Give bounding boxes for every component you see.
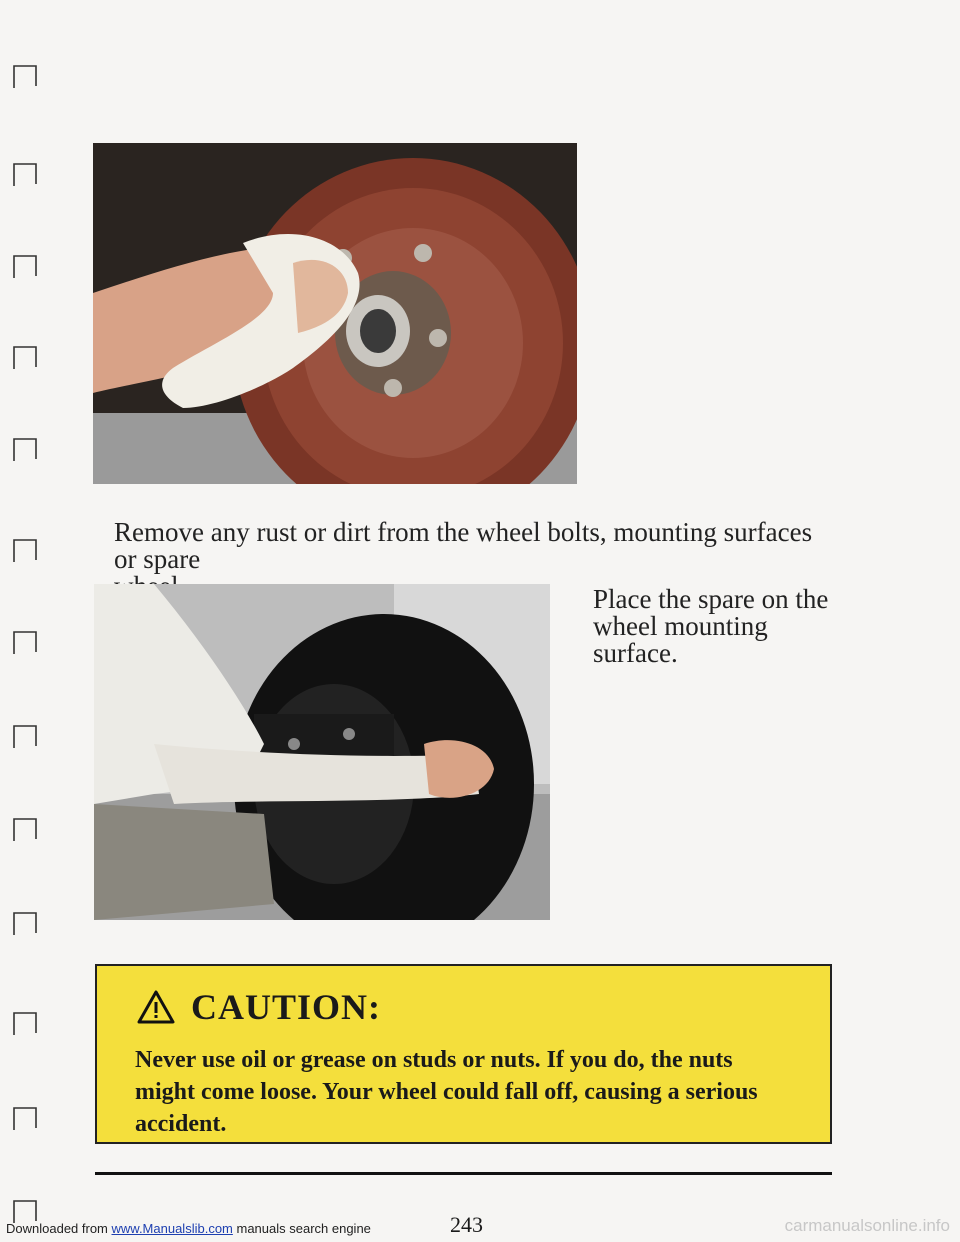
binder-hole-mark [10, 628, 40, 656]
instruction-line-3: surface. [593, 638, 678, 668]
spare-placement-illustration [94, 584, 550, 920]
caution-message [135, 1044, 815, 1140]
binder-hole-mark [10, 1104, 40, 1132]
binder-hole-mark [10, 435, 40, 463]
watermark: carmanualsonline.info [784, 1216, 950, 1235]
caution-line-1: Never use oil or grease on studs or nuts. If you do, the nuts [135, 1047, 733, 1073]
spare-placement-instruction [593, 586, 853, 667]
page-number: 243 [450, 1212, 483, 1237]
binder-hole-mark [10, 722, 40, 750]
binder-hole-mark [10, 343, 40, 371]
caution-box [95, 964, 832, 1144]
binder-hole-mark [10, 252, 40, 280]
footer-prefix: Downloaded from [6, 1221, 112, 1236]
instruction-line-1: Place the spare on the [593, 584, 829, 614]
caution-line-3: accident. [135, 1111, 227, 1137]
caution-line-2: might come loose. Your wheel could fall off, causing a serious [135, 1079, 758, 1105]
binder-hole-mark [10, 536, 40, 564]
hub-cleaning-illustration [93, 143, 577, 484]
binder-hole-mark [10, 909, 40, 937]
manualslib-link[interactable]: www.Manualslib.com [111, 1221, 233, 1236]
instruction-line-2: wheel mounting [593, 611, 768, 641]
download-footer [6, 1221, 371, 1236]
instruction-line-1: Remove any rust or dirt from the wheel bolts, mounting surfaces or spare [114, 517, 813, 574]
binder-hole-mark [10, 815, 40, 843]
caution-header [137, 986, 381, 1028]
warning-triangle-icon [137, 990, 175, 1024]
binder-hole-mark [10, 160, 40, 188]
binder-hole-mark [10, 1009, 40, 1037]
footer-rule [95, 1172, 832, 1175]
binder-hole-mark [10, 62, 40, 90]
hub-cleaning-photo [93, 143, 577, 484]
caution-title: CAUTION: [191, 987, 382, 1027]
spare-placement-photo [94, 584, 550, 920]
footer-suffix: manuals search engine [232, 1221, 371, 1236]
